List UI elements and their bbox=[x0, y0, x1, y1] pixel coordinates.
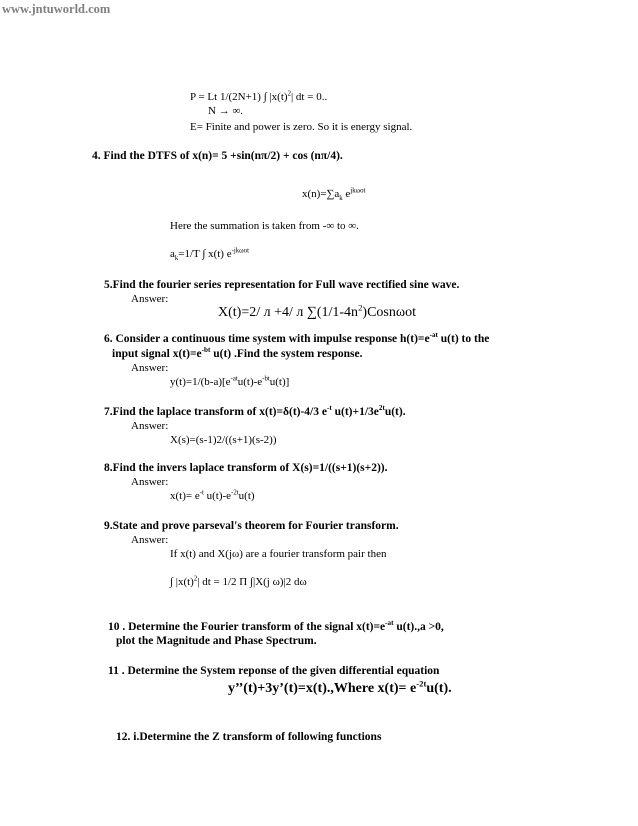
dtfs-equation: $x(n)=\sum a_k$ $e^{jk\omega ot}$ bbox=[302, 187, 366, 203]
question-8-answer-label: Answer: bbox=[131, 476, 169, 488]
question-9-answer-label: Answer: bbox=[131, 534, 169, 546]
question-10-heading-line1: 10 . Determine the Fourier transform of the signal $x(t)=e^{-at}$ u(t).,a >0, bbox=[108, 619, 444, 633]
parseval-statement: If x(t) and X(jω) are a fourier transform pair then bbox=[170, 548, 387, 560]
question-11-equation: y’’(t)+3y’(t)=x(t).,Where $x(t)= e^{-2t}u(t)$. bbox=[228, 678, 452, 696]
question-7-answer-label: Answer: bbox=[131, 420, 169, 432]
question-5-heading: 5.Find the fourier series representation for Full wave rectified sine wave. bbox=[104, 279, 460, 291]
energy-signal-conclusion: E= Finite and power is zero. So it is energy signal. bbox=[190, 121, 413, 133]
question-12-heading: 12. i.Determine the Z transform of following functions bbox=[116, 731, 382, 743]
question-11-heading: 11 . Determine the System reponse of the given differential equation bbox=[108, 665, 440, 677]
question-7-heading: 7.Find the laplace transform of x(t)=δ(t)-4/3 $e^{-t}$ $u(t)+1/3e^{2t}u(t)$. bbox=[104, 404, 406, 418]
watermark: www.jntuworld.com bbox=[2, 2, 111, 16]
limit-expression: N → ∞. bbox=[208, 105, 244, 117]
question-7-answer: X(s)=(s-1)2/((s+1)(s-2)) bbox=[170, 434, 277, 446]
question-6-heading-line1: 6. Consider a continuous time system with impulse response $h(t)=e^{-at}$ u(t) to the bbox=[104, 331, 490, 345]
coefficient-equation: $a_k=1/T$ ∫ x(t) $e^{-jk\omega ot}$ bbox=[170, 247, 249, 263]
question-8-heading: 8.Find the invers laplace transform of X(s)=1/((s+1)(s+2)). bbox=[104, 462, 388, 474]
parseval-equation: ∫ $|x(t)^2|$ dt = 1/2 Π ∫|X(j ω)|2 dω bbox=[170, 575, 307, 588]
question-9-heading: 9.State and prove parseval's theorem for Fourier transform. bbox=[104, 520, 399, 532]
question-6-answer-label: Answer: bbox=[131, 362, 169, 374]
question-8-answer: $x(t)= e^{-t}$ $u(t)-e^{-2t}u(t)$ bbox=[170, 489, 255, 502]
question-6-heading-line2: input signal $x(t)=e^{-bt}$ u(t) .Find the system response. bbox=[112, 346, 363, 360]
question-4-heading: 4. Find the DTFS of x(n)= 5 +sin(nπ/2) + cos (nπ/4). bbox=[92, 150, 343, 162]
question-5-answer-label: Answer: bbox=[131, 293, 169, 305]
question-10-heading-line2: plot the Magnitude and Phase Spectrum. bbox=[116, 635, 317, 647]
question-6-answer: $y(t)=1/(b-a)[e^{-at}u(t)-e^{-bt}u(t)]$ bbox=[170, 375, 290, 388]
power-equation: P = Lt 1/(2N+1) ∫ $|x(t)^2|$ dt = 0.. bbox=[190, 90, 328, 103]
question-5-answer: X(t)=2/ л +4/ л $\sum(1/1-4n^2)Cosn\omega ot$ bbox=[218, 302, 416, 320]
summation-note: Here the summation is taken from -∞ to ∞. bbox=[170, 220, 359, 232]
